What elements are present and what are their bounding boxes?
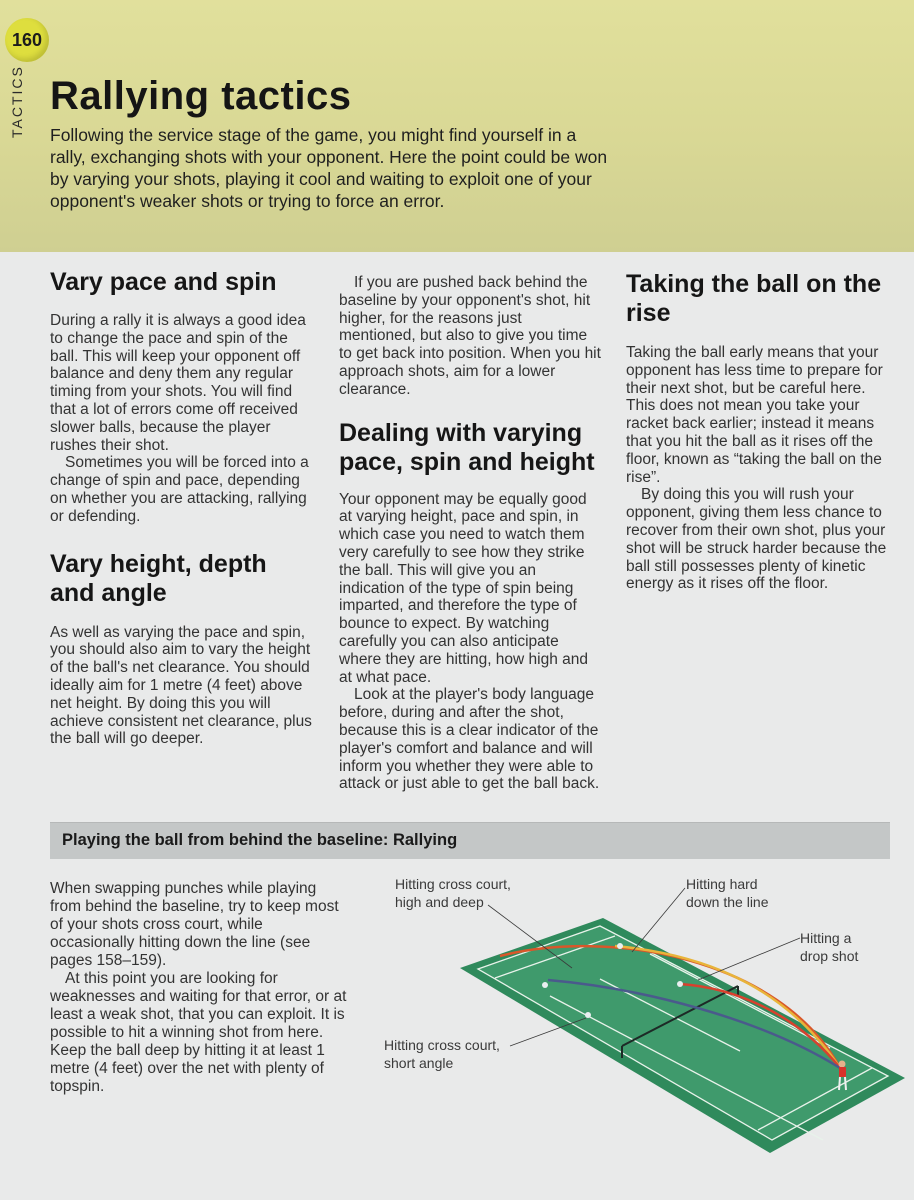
label-down-line-line2: down the line bbox=[686, 894, 769, 910]
paragraph: During a rally it is always a good idea to change the pace and spin of the ball. This will keep your opponent off balance and deny them any regular timing from your shots. You will find that a lot of errors come off received slower balls, because the player rushes their shot. bbox=[50, 312, 306, 454]
paragraph: At this point you are looking for weaknesses and waiting for that error, or at least a weak shot, that you can exploit. It is possible to hit a winning shot from here. Keep the ball deep by hitting it at least 1 metre (4 feet) over the net with plenty of topspin. bbox=[50, 970, 347, 1095]
heading-rise: Taking the ball on the rise bbox=[626, 270, 882, 327]
paragraph: By doing this you will rush your opponent, giving them less chance to recover from their own shot, plus your shot will be struck harder because the ball still possesses plenty of kinetic energy as it rises off the floor. bbox=[626, 486, 887, 593]
intro-text: Following the service stage of the game, you might find yourself in a rally, exchanging shots with your opponent. Here the point could be won by varying your shots, playing it cool and waiting to exploit one of your opponent's weaker shots or trying to force an error. bbox=[50, 125, 608, 211]
paragraph: As well as varying the pace and spin, you should also aim to vary the height of the ball's net clearance. You should ideally aim for 1 metre (4 feet) above net height. By doing this you will achieve consistent net clearance, plus the ball will go deeper. bbox=[50, 623, 312, 748]
label-drop-line2: drop shot bbox=[800, 948, 859, 964]
label-cross-high-line1: Hitting cross court, bbox=[395, 876, 511, 892]
column-3 bbox=[626, 270, 890, 593]
label-drop-line1: Hitting a bbox=[800, 930, 852, 946]
column-2 bbox=[339, 274, 601, 793]
heading-vary-pace: Vary pace and spin bbox=[50, 268, 277, 296]
label-cross-high-line2: high and deep bbox=[395, 894, 484, 910]
paragraph: If you are pushed back behind the baseline by your opponent's shot, hit higher, for the reasons just mentioned, but also to give you time to get back into position. When you hit approach shots, aim for a lower clearance. bbox=[339, 274, 601, 398]
section-band bbox=[50, 822, 890, 859]
paragraph: When swapping punches while playing from behind the baseline, try to keep most of your shots cross court, while occasionally hitting down the line (see pages 158–159). bbox=[50, 880, 339, 969]
paragraph: Your opponent may be equally good at varying height, pace and spin, in which case you need to watch them very carefully to see how they strike the ball. This will give you an indication of the type of spin being imparted, and therefore the type of bounce to expect. By watching carefully you can also anticipate where they are hitting, how high and at what pace. bbox=[339, 490, 589, 686]
column-1 bbox=[50, 268, 312, 748]
page-title: Rallying tactics bbox=[50, 74, 352, 118]
court-diagram bbox=[360, 868, 910, 1168]
paragraph: Look at the player's body language before, during and after the shot, because this is a clear indicator of the player's comfort and balance and will inform you whether they were able to attack or just able to get the ball back. bbox=[339, 686, 600, 793]
heading-dealing: Dealing with varying pace, spin and height bbox=[339, 418, 595, 476]
section-label: TACTICS bbox=[9, 65, 25, 138]
band-title: Playing the ball from behind the baseline: Rallying bbox=[62, 831, 458, 849]
page-number-badge: 160 bbox=[5, 18, 49, 62]
bottom-text bbox=[50, 880, 350, 1096]
label-down-line-line1: Hitting hard bbox=[686, 876, 758, 892]
label-cross-short-line2: short angle bbox=[384, 1055, 454, 1071]
heading-vary-height: Vary height, depth and angle bbox=[50, 549, 267, 607]
label-cross-short-line1: Hitting cross court, bbox=[384, 1037, 500, 1053]
paragraph: Sometimes you will be forced into a change of spin and pace, depending on whether you are attacking, rallying or defending. bbox=[50, 454, 309, 525]
paragraph: Taking the ball early means that your opponent has less time to prepare for their next shot, but be careful here. This does not mean you take your racket back earlier; instead it means that you hit the ball as it rises off the floor, known as “taking the ball on the rise”. bbox=[626, 344, 883, 486]
